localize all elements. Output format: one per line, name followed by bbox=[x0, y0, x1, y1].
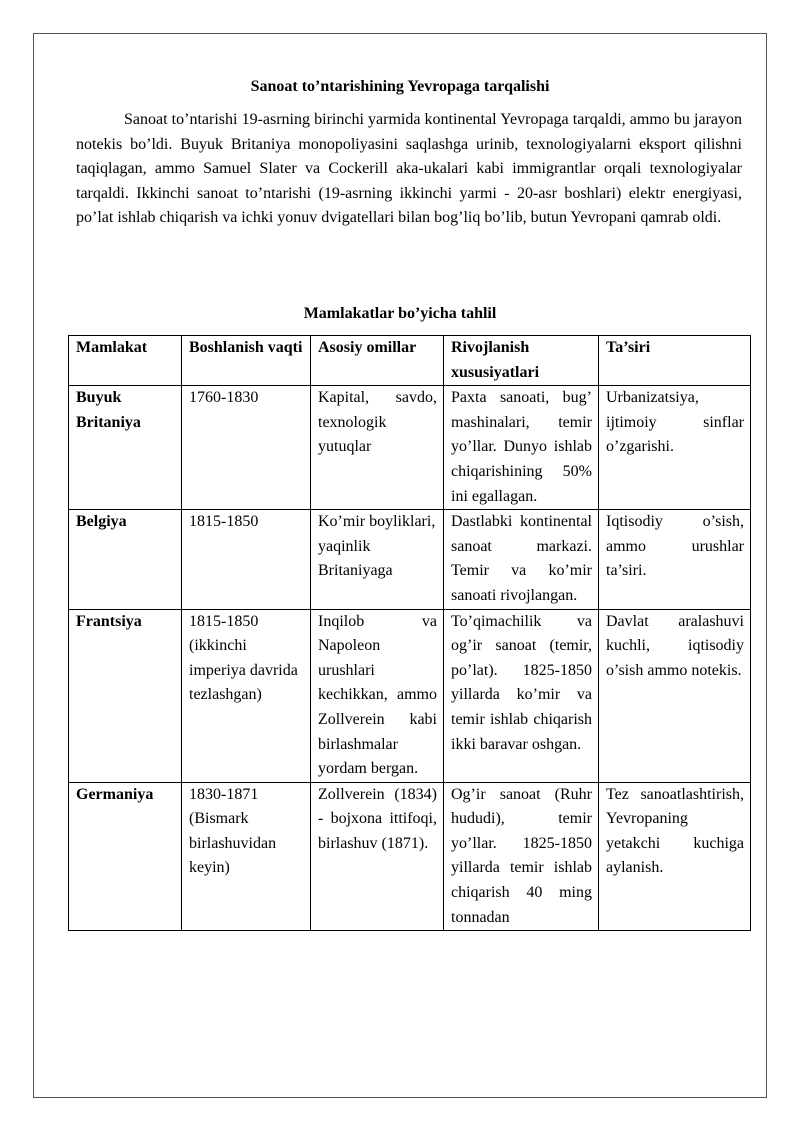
table-header-row bbox=[69, 336, 751, 386]
country-analysis-table bbox=[68, 335, 751, 931]
cell-development-features: Og’ir sanoat (Ruhr hududi), temir yo’llar. 1825-1850 yillarda temir ishlab chiqarish 40 ming tonnadan bbox=[444, 782, 599, 931]
cell-development-features: Dastlabki kontinental sanoat markazi. Temir va ko’mir sanoati rivojlangan. bbox=[444, 510, 599, 609]
header-impact: Ta’siri bbox=[599, 336, 751, 386]
intro-paragraph: Sanoat to’ntarishi 19-asrning birinchi yarmida kontinental Yevropaga tarqaldi, ammo bu jarayon notekis bo’ldi. Buyuk Britaniya monopoliyasini saqlashga urinib, texnologiyalarni eksport qilishni taqiqlagan, ammo Samuel Slater va Cockerill aka-ukalari kabi immigrantlar orqali texnologiyalar tarqaldi. Ikkinchi sanoat to’ntarishi (19-asrning ikkinchi yarmi - 20-asr boshlari) elektr energiyasi, po’lat ishlab chiqarish va ichki yonuv dvigatellari bilan bog’liq bo’lib, butun Yevropani qamrab oldi. bbox=[76, 111, 742, 227]
document-title: Sanoat to’ntarishining Yevropaga tarqalishi bbox=[250, 78, 550, 95]
cell-main-factors: Ko’mir boyliklari, yaqinlik Britaniyaga bbox=[311, 510, 444, 609]
table-row bbox=[69, 510, 751, 609]
cell-impact: Urbanizatsiya, ijtimoiy sinflar o’zgarishi. bbox=[599, 386, 751, 510]
cell-country: Frantsiya bbox=[69, 609, 182, 782]
cell-development-features: To’qimachilik va og’ir sanoat (temir, po’lat). 1825-1850 yillarda ko’mir va temir ishlab chiqarish ikki baravar oshgan. bbox=[444, 609, 599, 782]
header-start-time: Boshlanish vaqti bbox=[182, 336, 311, 386]
header-main-factors: Asosiy omillar bbox=[311, 336, 444, 386]
table-row bbox=[69, 782, 751, 931]
cell-start-time: 1815-1850 (ikkinchi imperiya davrida tezlashgan) bbox=[182, 609, 311, 782]
header-development-features: Rivojlanish xususiyatlari bbox=[444, 336, 599, 386]
cell-country: Germaniya bbox=[69, 782, 182, 931]
table-row bbox=[69, 609, 751, 782]
cell-start-time: 1830-1871 (Bismark birlashuvidan keyin) bbox=[182, 782, 311, 931]
cell-development-features: Paxta sanoati, bug’ mashinalari, temir yo’llar. Dunyo ishlab chiqarishining 50% ini egallagan. bbox=[444, 386, 599, 510]
cell-country: Buyuk Britaniya bbox=[69, 386, 182, 510]
cell-main-factors: Kapital, savdo, texnologik yutuqlar bbox=[311, 386, 444, 510]
cell-impact: Davlat aralashuvi kuchli, iqtisodiy o’sish ammo notekis. bbox=[599, 609, 751, 782]
cell-impact: Iqtisodiy o’sish, ammo urushlar ta’siri. bbox=[599, 510, 751, 609]
header-country: Mamlakat bbox=[69, 336, 182, 386]
cell-start-time: 1760-1830 bbox=[182, 386, 311, 510]
cell-main-factors: Inqilob va Napoleon urushlari kechikkan, ammo Zollverein kabi birlashmalar yordam bergan. bbox=[311, 609, 444, 782]
cell-country: Belgiya bbox=[69, 510, 182, 609]
cell-start-time: 1815-1850 bbox=[182, 510, 311, 609]
table-row bbox=[69, 386, 751, 510]
cell-main-factors: Zollverein (1834) - bojxona ittifoqi, birlashuv (1871). bbox=[311, 782, 444, 931]
cell-impact: Tez sanoatlashtirish, Yevropaning yetakchi kuchiga aylanish. bbox=[599, 782, 751, 931]
table-title: Mamlakatlar bo’yicha tahlil bbox=[303, 305, 497, 322]
